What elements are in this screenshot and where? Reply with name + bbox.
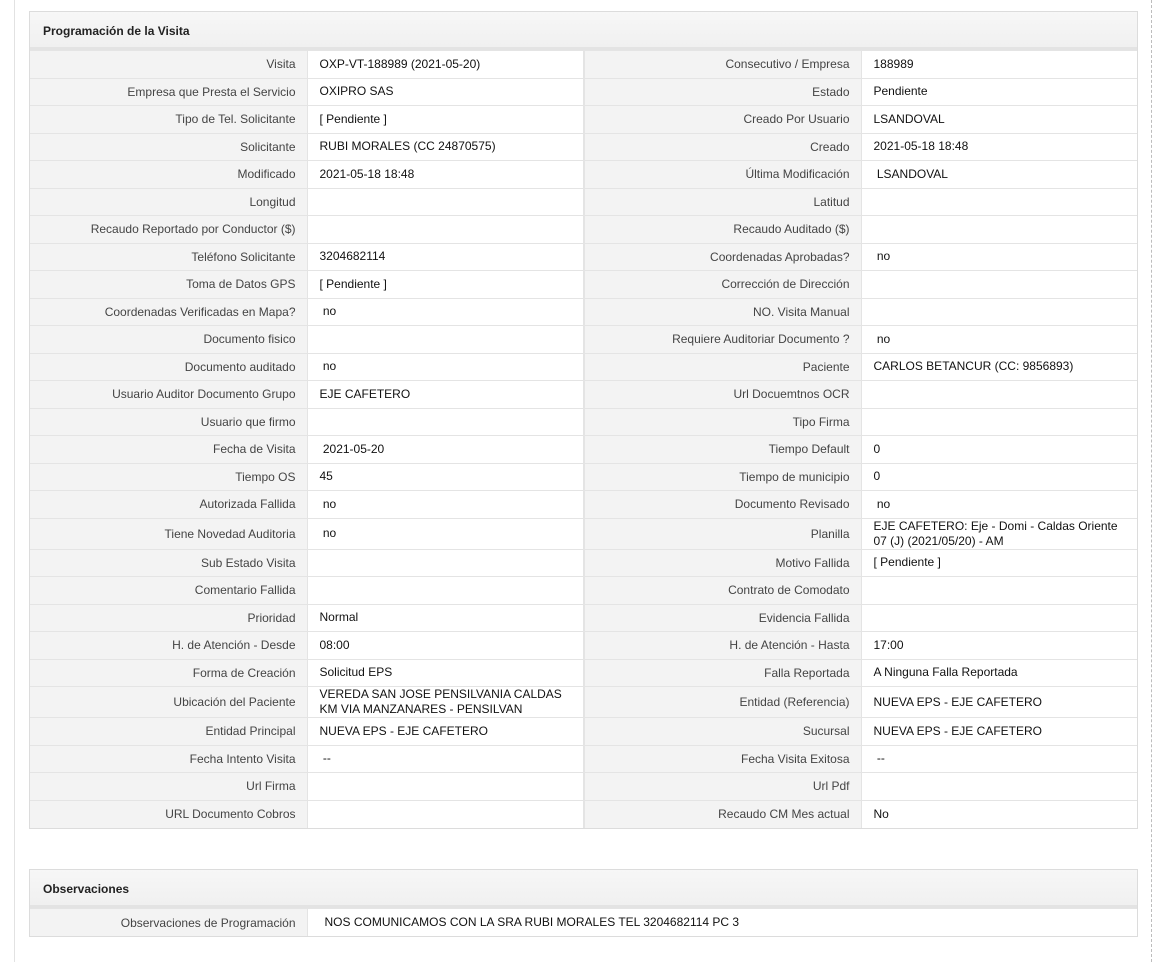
field-label: Solicitante [30,133,307,161]
field-label: Corrección de Dirección [584,271,861,299]
field-value: no [307,353,584,381]
field-label: Tiempo OS [30,463,307,491]
field-value: CARLOS BETANCUR (CC: 9856893) [861,353,1137,381]
field-label: Requiere Auditoriar Documento ? [584,326,861,354]
field-label: Entidad Principal [30,718,307,746]
field-label: Forma de Creación [30,659,307,687]
detail-row [30,745,1137,773]
detail-row [30,463,1137,491]
field-label: Latitud [584,188,861,216]
field-label: Fecha Intento Visita [30,745,307,773]
field-value: no [861,326,1137,354]
field-label: Recaudo Reportado por Conductor ($) [30,216,307,244]
detail-row [30,632,1137,660]
field-label: Planilla [584,518,861,549]
detail-row [30,78,1137,106]
programacion-details-body [30,51,1137,828]
detail-row [30,718,1137,746]
field-value: No [861,800,1137,828]
field-value: Normal [307,604,584,632]
field-value: NUEVA EPS - EJE CAFETERO [861,718,1137,746]
field-label: URL Documento Cobros [30,800,307,828]
field-value: 0 [861,436,1137,464]
field-value [307,216,584,244]
field-value [861,188,1137,216]
field-value: OXP-VT-188989 (2021-05-20) [307,51,584,79]
field-label: Coordenadas Aprobadas? [584,243,861,271]
field-value: EJE CAFETERO [307,381,584,409]
field-value [861,604,1137,632]
detail-row [30,216,1137,244]
field-label: Url Firma [30,773,307,801]
field-label: Contrato de Comodato [584,577,861,605]
field-label: Sucursal [584,718,861,746]
detail-row [30,161,1137,189]
field-value [307,188,584,216]
field-label: H. de Atención - Desde [30,632,307,660]
field-value [307,577,584,605]
field-label: Entidad (Referencia) [584,687,861,718]
field-label: Url Docuemtnos OCR [584,381,861,409]
field-value: no [861,243,1137,271]
detail-row [30,271,1137,299]
observaciones-panel-title: Observaciones [30,870,1137,908]
detail-row [30,381,1137,409]
field-label: Documento Revisado [584,491,861,519]
field-value: no [861,491,1137,519]
field-value: 0 [861,463,1137,491]
field-value: RUBI MORALES (CC 24870575) [307,133,584,161]
detail-row [30,436,1137,464]
field-label: Falla Reportada [584,659,861,687]
observaciones-value: NOS COMUNICAMOS CON LA SRA RUBI MORALES TEL 3204682114 PC 3 [307,909,1137,937]
field-label: Recaudo Auditado ($) [584,216,861,244]
field-label: Última Modificación [584,161,861,189]
page-frame-left-border [14,0,15,962]
field-label: Tiempo Default [584,436,861,464]
detail-row [30,491,1137,519]
field-value: 08:00 [307,632,584,660]
field-label: Tipo Firma [584,408,861,436]
field-value: Pendiente [861,78,1137,106]
field-value [307,773,584,801]
field-value: VEREDA SAN JOSE PENSILVANIA CALDAS KM VIA MANZANARES - PENSILVAN [307,687,584,718]
detail-row [30,549,1137,577]
field-value [307,408,584,436]
field-value: 188989 [861,51,1137,79]
field-label: Modificado [30,161,307,189]
field-label: Usuario que firmo [30,408,307,436]
detail-row [30,133,1137,161]
detail-row [30,518,1137,549]
detail-row [30,408,1137,436]
field-label: Fecha de Visita [30,436,307,464]
field-value: Solicitud EPS [307,659,584,687]
field-label: Consecutivo / Empresa [584,51,861,79]
observaciones-label: Observaciones de Programación [30,909,307,937]
field-label: Url Pdf [584,773,861,801]
field-label: Teléfono Solicitante [30,243,307,271]
field-value: [ Pendiente ] [307,271,584,299]
detail-row [30,659,1137,687]
field-value: 17:00 [861,632,1137,660]
observaciones-panel [29,869,1138,937]
detail-row [30,298,1137,326]
field-value: 45 [307,463,584,491]
field-label: Tiempo de municipio [584,463,861,491]
field-value: no [307,491,584,519]
field-label: Comentario Fallida [30,577,307,605]
field-label: Documento fisico [30,326,307,354]
field-value [861,271,1137,299]
field-value [861,381,1137,409]
field-label: Empresa que Presta el Servicio [30,78,307,106]
field-label: Toma de Datos GPS [30,271,307,299]
field-label: Longitud [30,188,307,216]
field-value: -- [861,745,1137,773]
field-value [861,298,1137,326]
field-label: Tiene Novedad Auditoria [30,518,307,549]
field-label: Creado [584,133,861,161]
detail-row [30,51,1137,79]
field-label: Ubicación del Paciente [30,687,307,718]
field-value [307,326,584,354]
observaciones-row [30,909,1137,937]
field-value: -- [307,745,584,773]
field-value [861,216,1137,244]
page-frame-right-border [1151,0,1152,962]
field-value [861,577,1137,605]
field-value: EJE CAFETERO: Eje - Domi - Caldas Oriente 07 (J) (2021/05/20) - AM [861,518,1137,549]
field-value: 2021-05-20 [307,436,584,464]
detail-row [30,800,1137,828]
field-label: Creado Por Usuario [584,106,861,134]
field-value: no [307,298,584,326]
field-label: Documento auditado [30,353,307,381]
detail-row [30,604,1137,632]
field-label: Sub Estado Visita [30,549,307,577]
field-value [861,408,1137,436]
field-value: 2021-05-18 18:48 [861,133,1137,161]
field-label: H. de Atención - Hasta [584,632,861,660]
field-label: Motivo Fallida [584,549,861,577]
observaciones-table [30,908,1137,936]
detail-row [30,188,1137,216]
field-label: Tipo de Tel. Solicitante [30,106,307,134]
field-label: Paciente [584,353,861,381]
field-value: NUEVA EPS - EJE CAFETERO [861,687,1137,718]
detail-row [30,577,1137,605]
field-label: Autorizada Fallida [30,491,307,519]
field-value: [ Pendiente ] [307,106,584,134]
detail-row [30,687,1137,718]
field-label: Estado [584,78,861,106]
field-value: LSANDOVAL [861,161,1137,189]
field-value: 2021-05-18 18:48 [307,161,584,189]
programacion-panel-title: Programación de la Visita [30,12,1137,50]
field-value: 3204682114 [307,243,584,271]
field-label: Visita [30,51,307,79]
field-value: no [307,518,584,549]
field-value [861,773,1137,801]
detail-row [30,106,1137,134]
programacion-panel [29,11,1138,829]
field-label: Fecha Visita Exitosa [584,745,861,773]
field-label: Coordenadas Verificadas en Mapa? [30,298,307,326]
field-label: Prioridad [30,604,307,632]
field-label: Evidencia Fallida [584,604,861,632]
detail-row [30,243,1137,271]
detail-row [30,353,1137,381]
field-value [307,800,584,828]
field-value: OXIPRO SAS [307,78,584,106]
field-label: NO. Visita Manual [584,298,861,326]
field-value: NUEVA EPS - EJE CAFETERO [307,718,584,746]
field-value [307,549,584,577]
field-label: Recaudo CM Mes actual [584,800,861,828]
detail-row [30,773,1137,801]
field-value: A Ninguna Falla Reportada [861,659,1137,687]
field-value: [ Pendiente ] [861,549,1137,577]
field-value: LSANDOVAL [861,106,1137,134]
detail-row [30,326,1137,354]
programacion-details-table [30,50,1137,828]
field-label: Usuario Auditor Documento Grupo [30,381,307,409]
